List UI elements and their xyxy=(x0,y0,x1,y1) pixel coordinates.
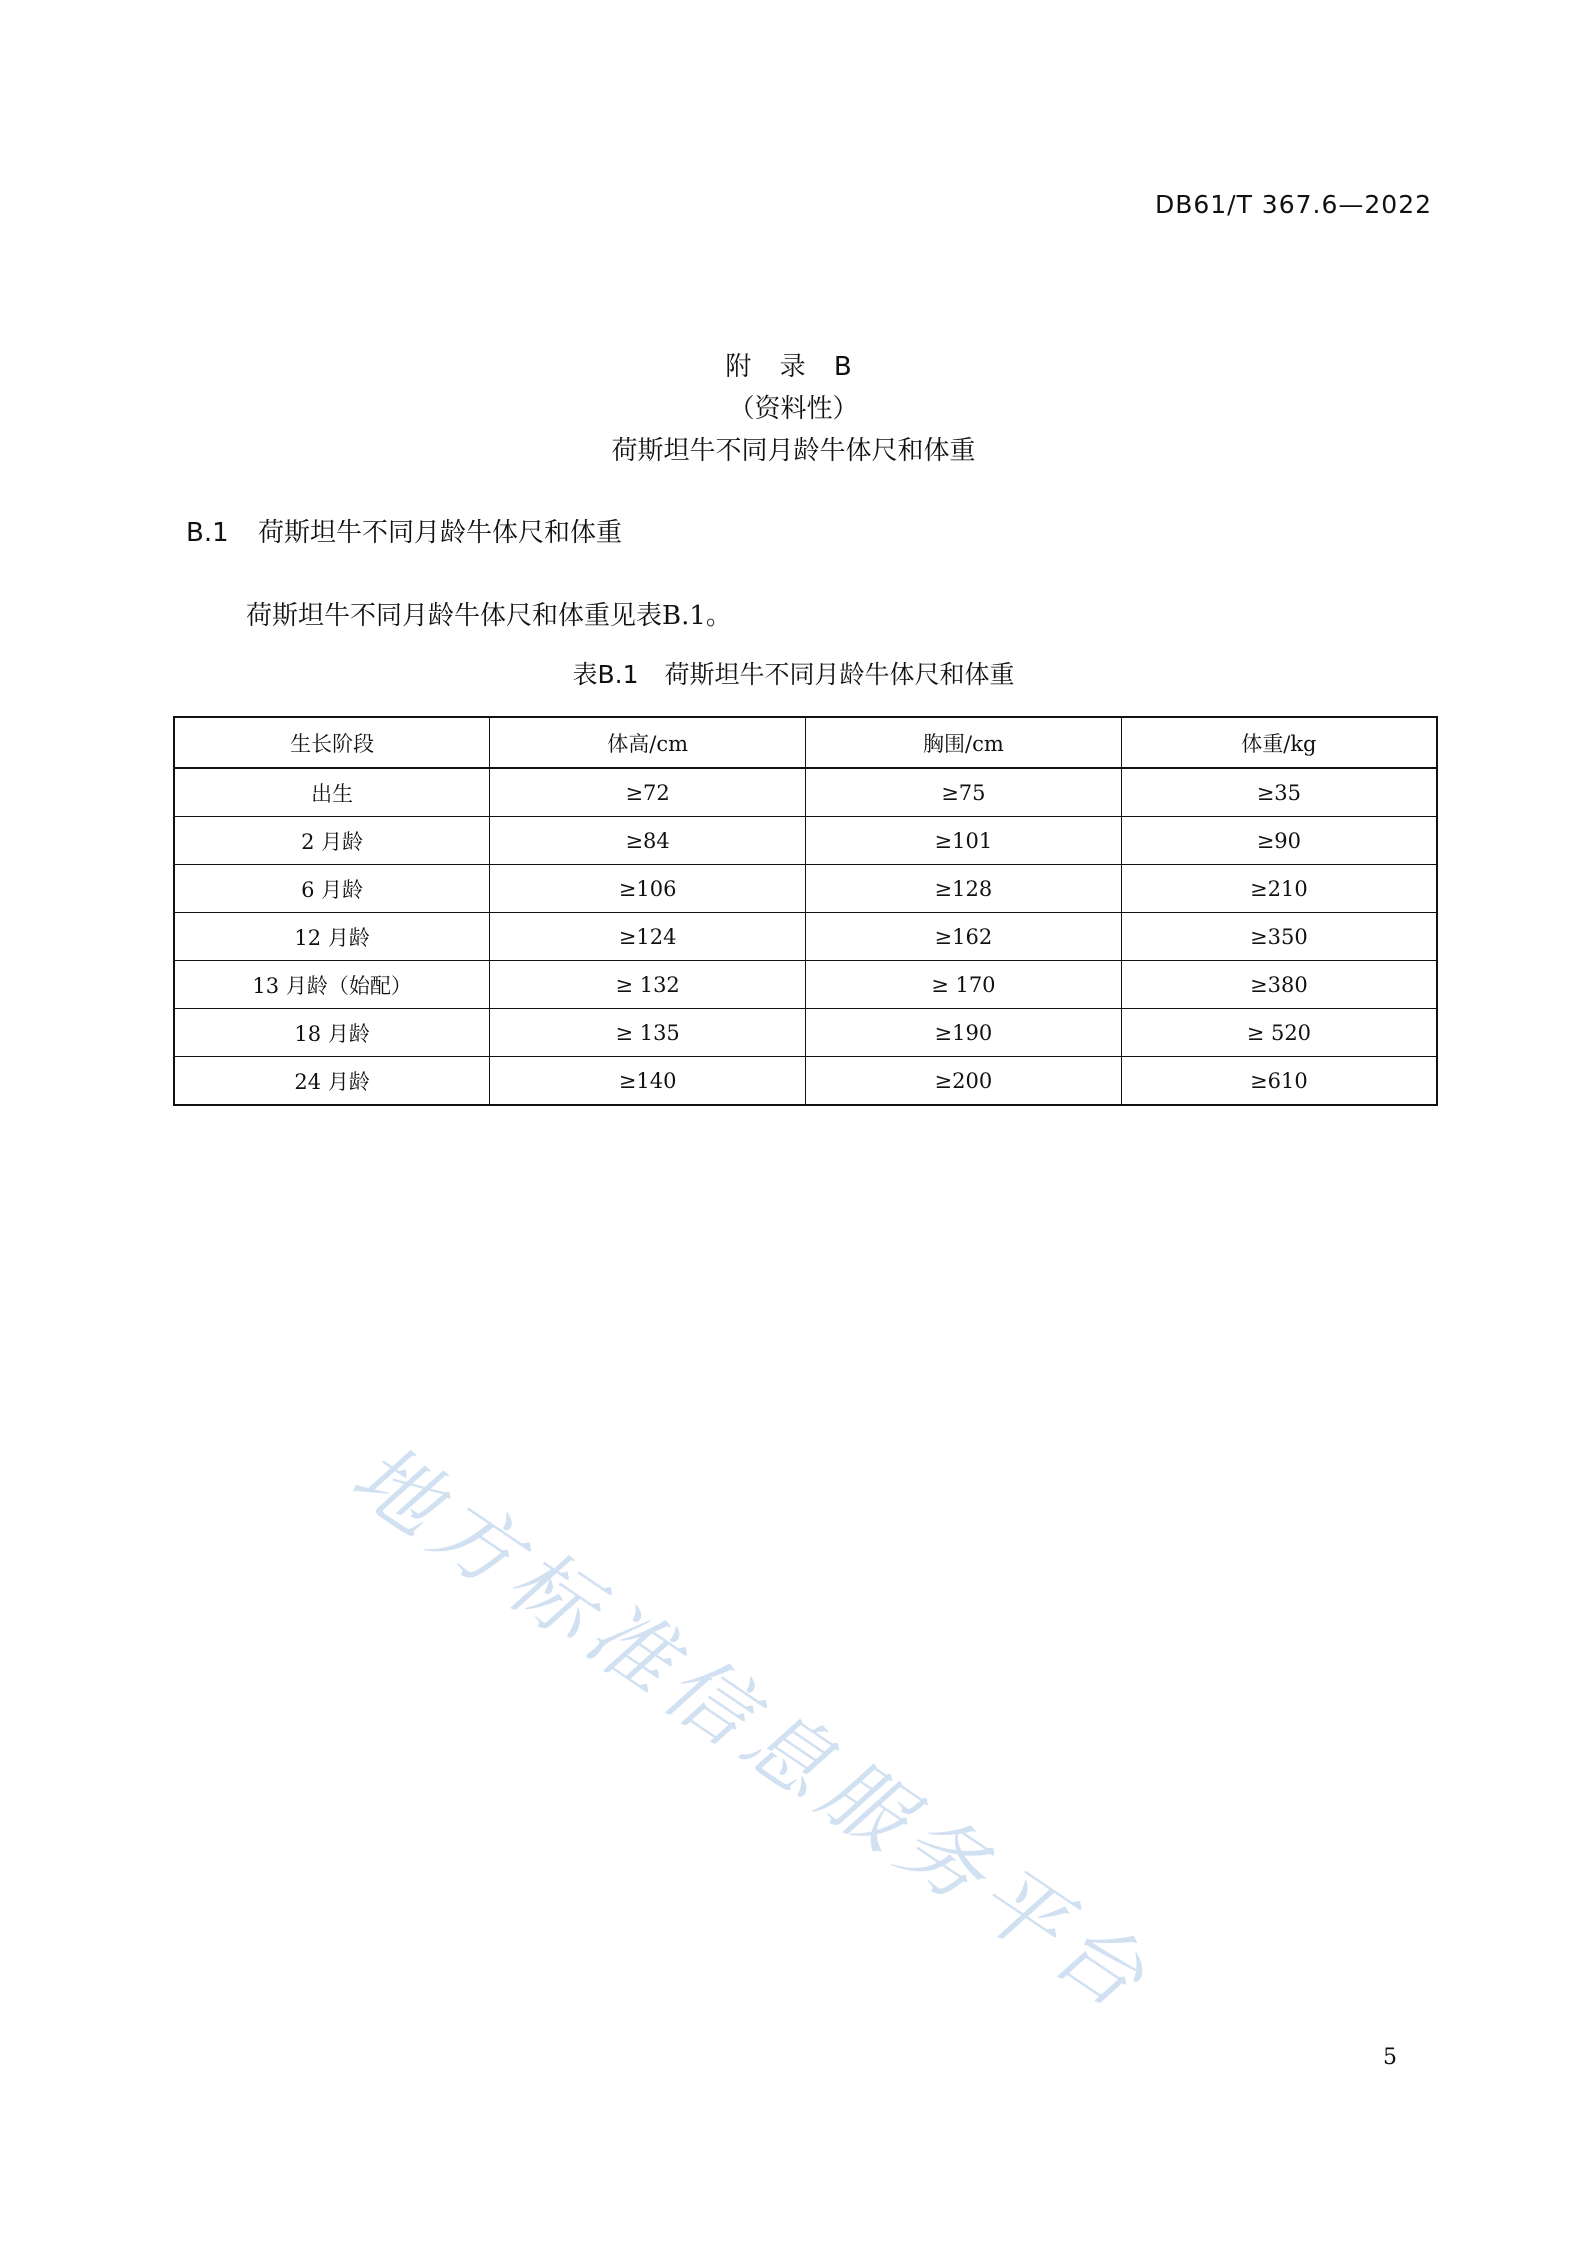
table-cell: ≥610 xyxy=(1121,1057,1437,1106)
table-header-row xyxy=(174,717,1437,768)
table-cell: ≥190 xyxy=(806,1009,1122,1057)
header-cell: 胸围/cm xyxy=(806,717,1122,768)
table-cell: ≥72 xyxy=(490,768,806,817)
table-cell: ≥140 xyxy=(490,1057,806,1106)
table-cell: 出生 xyxy=(174,768,490,817)
table-cell: ≥84 xyxy=(490,817,806,865)
appendix-label: 附 录 B xyxy=(725,352,862,382)
table-cell: ≥350 xyxy=(1121,913,1437,961)
table-cell: ≥ 135 xyxy=(490,1009,806,1057)
appendix-title: 荷斯坦牛不同月龄牛体尺和体重 xyxy=(611,436,976,466)
table-cell: ≥210 xyxy=(1121,865,1437,913)
header-cell: 生长阶段 xyxy=(174,717,490,768)
table-cell: ≥128 xyxy=(806,865,1122,913)
section-heading xyxy=(186,512,622,549)
section-number: B.1 xyxy=(186,518,229,548)
table-row xyxy=(174,865,1437,913)
table-caption-title: 荷斯坦牛不同月龄牛体尺和体重 xyxy=(664,660,1015,689)
table-row xyxy=(174,817,1437,865)
table-cell: ≥35 xyxy=(1121,768,1437,817)
header-cell: 体高/cm xyxy=(490,717,806,768)
table-cell: ≥75 xyxy=(806,768,1122,817)
appendix-nature: （资料性） xyxy=(728,394,859,424)
watermark: 地方标准信息服务平台 xyxy=(335,1424,1170,2032)
table-row xyxy=(174,1057,1437,1106)
body-paragraph: 荷斯坦牛不同月龄牛体尺和体重见表B.1。 xyxy=(246,601,732,631)
table-cell: ≥90 xyxy=(1121,817,1437,865)
table-cell: 2 月龄 xyxy=(174,817,490,865)
table-caption xyxy=(0,655,1587,691)
table-cell: ≥106 xyxy=(490,865,806,913)
table-cell: ≥101 xyxy=(806,817,1122,865)
table-cell: 13 月龄（始配） xyxy=(174,961,490,1009)
table-row xyxy=(174,768,1437,817)
data-table xyxy=(173,716,1438,1106)
table-cell: ≥ 170 xyxy=(806,961,1122,1009)
section-title: 荷斯坦牛不同月龄牛体尺和体重 xyxy=(258,518,623,548)
table-cell: 18 月龄 xyxy=(174,1009,490,1057)
table-row xyxy=(174,913,1437,961)
table-cell: ≥124 xyxy=(490,913,806,961)
table-cell: ≥162 xyxy=(806,913,1122,961)
table-cell: ≥200 xyxy=(806,1057,1122,1106)
page-number: 5 xyxy=(1383,2045,1397,2070)
table-cell: 12 月龄 xyxy=(174,913,490,961)
table-cell: ≥380 xyxy=(1121,961,1437,1009)
standard-code: DB61/T 367.6—2022 xyxy=(1154,190,1432,219)
table-cell: ≥ 132 xyxy=(490,961,806,1009)
table-row xyxy=(174,1009,1437,1057)
header-cell: 体重/kg xyxy=(1121,717,1437,768)
table-cell: 6 月龄 xyxy=(174,865,490,913)
table-cell: 24 月龄 xyxy=(174,1057,490,1106)
table-caption-number: 表B.1 xyxy=(572,660,639,689)
table-row xyxy=(174,961,1437,1009)
table-cell: ≥ 520 xyxy=(1121,1009,1437,1057)
